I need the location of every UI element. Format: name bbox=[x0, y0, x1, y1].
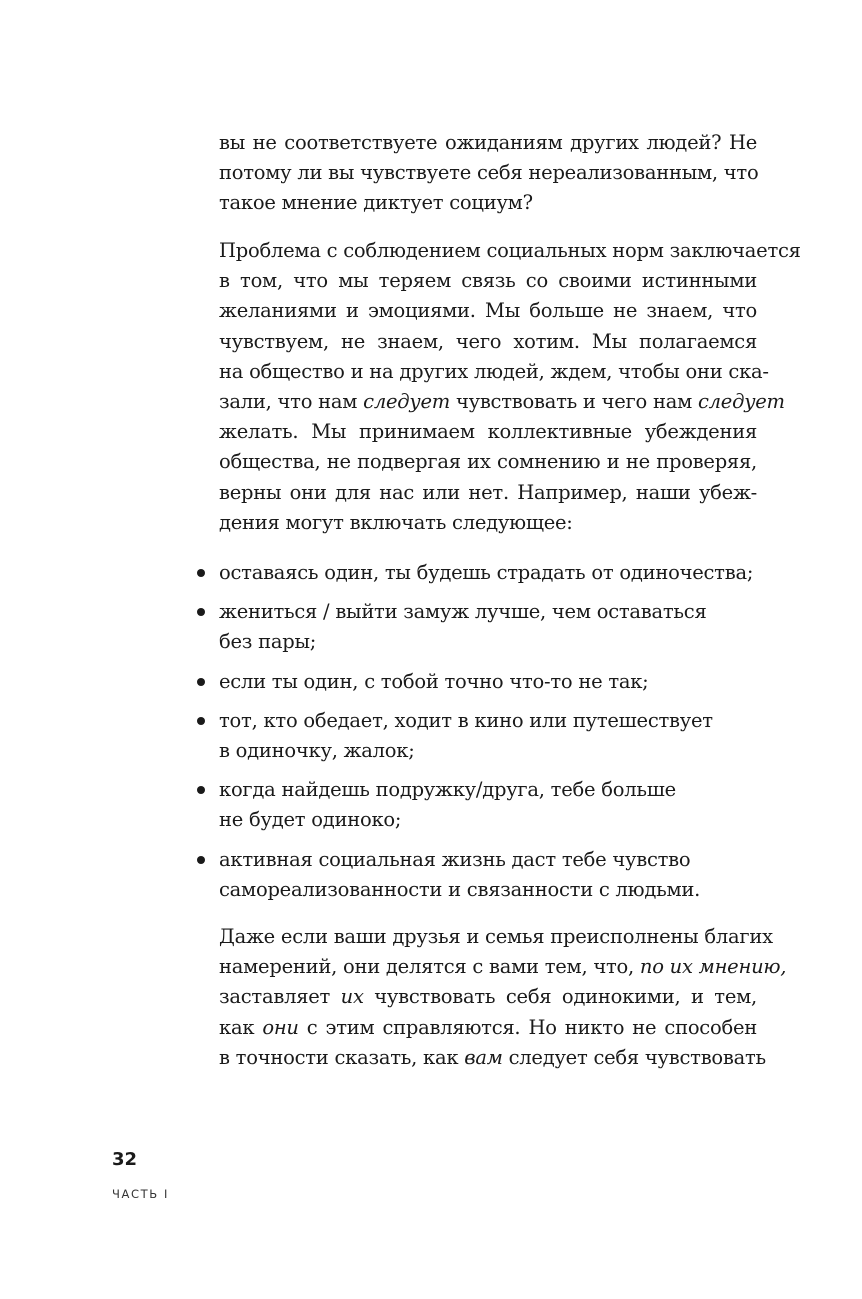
bullet-icon bbox=[197, 569, 205, 577]
text-span: как bbox=[219, 1015, 263, 1039]
text-line: потому ли вы чувствуете себя нереализованным, что bbox=[219, 161, 759, 185]
emphasis-text: следует bbox=[697, 390, 785, 414]
text-line bbox=[219, 952, 787, 982]
text-line: Даже если ваши друзья и семья преисполнены благих bbox=[219, 925, 773, 948]
text-span: чувствовать и чего нам bbox=[450, 390, 698, 414]
text-line: желаниями и эмоциями. Мы больше не знаем, что bbox=[219, 299, 757, 323]
emphasis-text: следует bbox=[363, 390, 450, 414]
text-line: в том, что мы теряем связь со своими истинными bbox=[219, 269, 757, 293]
text-line: самореализованности и связанности с людьми. bbox=[219, 877, 701, 901]
text-line: чувствуем, не знаем, чего хотим. Мы полагаемся bbox=[219, 329, 757, 353]
text-line bbox=[219, 1043, 766, 1073]
list-item bbox=[219, 597, 757, 657]
list-item bbox=[219, 558, 757, 588]
text-line: Проблема с соблюдением социальных норм заключается bbox=[219, 239, 801, 262]
text-line: на общество и на других людей, ждем, чтобы они ска- bbox=[219, 359, 769, 383]
emphasis-text: они bbox=[262, 1015, 299, 1039]
text-line bbox=[219, 387, 785, 417]
text-span: следует себя чувствовать bbox=[502, 1045, 766, 1069]
bullet-icon bbox=[197, 608, 205, 616]
text-line: верны они для нас или нет. Например, наши убеж- bbox=[219, 480, 757, 504]
text-line: в одиночку, жалок; bbox=[219, 739, 415, 763]
text-line: такое мнение диктует социум? bbox=[219, 191, 533, 215]
text-span: с этим справляются. Но никто не способен bbox=[298, 1015, 757, 1039]
text-line: без пары; bbox=[219, 630, 317, 654]
paragraph-continuation bbox=[219, 128, 757, 219]
text-line: общества, не подвергая их сомнению и не проверяя, bbox=[219, 450, 757, 474]
text-line: желать. Мы принимаем коллективные убеждения bbox=[219, 420, 757, 444]
text-line: активная социальная жизнь даст тебе чувство bbox=[219, 847, 691, 871]
text-line: вы не соответствуете ожиданиям других людей? Не bbox=[219, 131, 757, 154]
bullet-icon bbox=[197, 786, 205, 794]
text-line: когда найдешь подружку/друга, тебе больше bbox=[219, 778, 676, 802]
paragraph-social-norms bbox=[219, 236, 801, 538]
section-label: ЧАСТЬ I bbox=[112, 1187, 169, 1201]
page-number: 32 bbox=[112, 1149, 138, 1170]
list-item bbox=[219, 706, 757, 766]
emphasis-text: по их мнению, bbox=[639, 955, 787, 979]
text-span: зали, что нам bbox=[219, 390, 364, 414]
bullet-icon bbox=[197, 678, 205, 686]
list-item bbox=[219, 775, 757, 835]
text-span: в точности сказать, как bbox=[219, 1045, 465, 1069]
list-item bbox=[219, 845, 757, 905]
text-line bbox=[219, 1013, 757, 1043]
list-item bbox=[219, 667, 757, 697]
text-span: чувствовать себя одинокими, и тем, bbox=[363, 985, 757, 1009]
text-line: если ты один, с тобой точно что-то не так; bbox=[219, 669, 649, 693]
text-line bbox=[219, 982, 757, 1012]
text-line: дения могут включать следующее: bbox=[219, 510, 573, 534]
text-line: не будет одиноко; bbox=[219, 808, 402, 832]
bullet-icon bbox=[197, 856, 205, 864]
text-line: жениться / выйти замуж лучше, чем оставаться bbox=[219, 600, 707, 624]
text-span: намерений, они делятся с вами тем, что, bbox=[219, 955, 640, 979]
text-line: оставаясь один, ты будешь страдать от одиночества; bbox=[219, 561, 754, 584]
emphasis-text: вам bbox=[464, 1045, 503, 1069]
paragraph-friends-family bbox=[219, 922, 787, 1073]
bullet-icon bbox=[197, 717, 205, 725]
text-span: заставляет bbox=[219, 985, 341, 1009]
emphasis-text: их bbox=[340, 985, 364, 1009]
beliefs-bullet-list bbox=[219, 558, 757, 914]
text-line: тот, кто обедает, ходит в кино или путешествует bbox=[219, 708, 713, 732]
